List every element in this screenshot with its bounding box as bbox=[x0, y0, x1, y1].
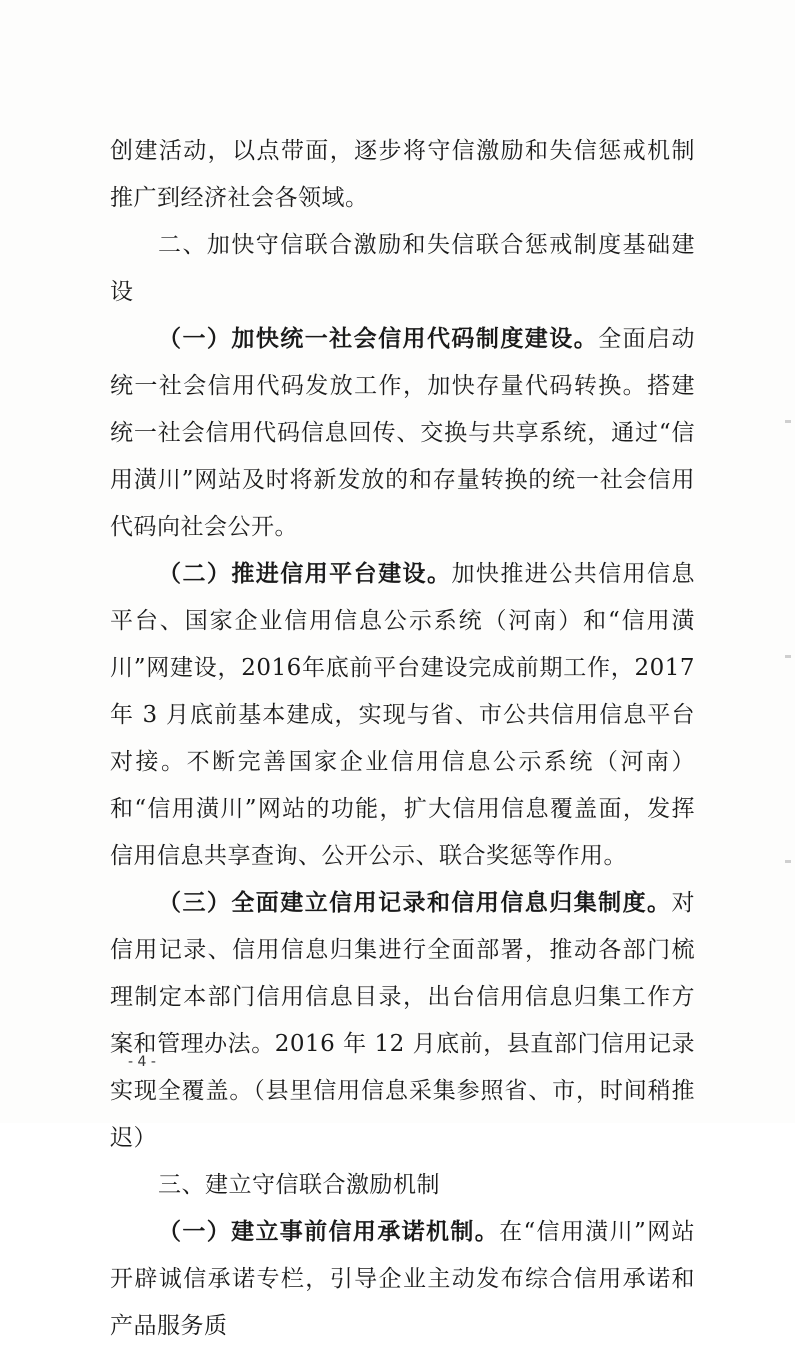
paragraph-2-3 bbox=[110, 880, 695, 1162]
section-heading-2-text: 二、加快守信联合激励和失信联合惩戒制度基础建设 bbox=[110, 232, 695, 305]
paragraph-2-1-text: 全面启动统一社会信用代码发放工作，加快存量代码转换。搭建统一社会信用代码信息回传、交换与共享系统，通过“信用潢川”网站及时将新发放的和存量转换的统一社会信用代码向社会公开。 bbox=[110, 326, 696, 540]
section-heading-3 bbox=[110, 1162, 695, 1209]
paragraph-2-3-lead: （三）全面建立信用记录和信用信息归集制度。 bbox=[158, 890, 672, 916]
scan-mark bbox=[785, 420, 791, 423]
paragraph-2-1-lead: （一）加快统一社会信用代码制度建设。 bbox=[158, 326, 599, 352]
paragraph-2-2-lead: （二）推进信用平台建设。 bbox=[158, 561, 452, 587]
paragraph-3-1-lead: （一）建立事前信用承诺机制。 bbox=[158, 1219, 500, 1245]
paragraph-3-1-text: 在“信用潢川”网站开辟诚信承诺专栏，引导企业主动发布综合信用承诺和产品服务质 bbox=[110, 1219, 695, 1339]
paragraph-2-3-text: 对信用记录、信用信息归集进行全面部署，推动各部门梳理制定本部门信用信息目录，出台信用信息归集工作方案和管理办法。2016 年 12 月底前，县直部门信用记录实现全覆盖。（县里信用信息采集参照省、市，时间稍推迟） bbox=[110, 890, 695, 1151]
paragraph-2-2-text: 加快推进公共信用信息平台、国家企业信用信息公示系统（河南）和“信用潢川”网建设，2016年底前平台建设完成前期工作，2017 年 3 月底前基本建成，实现与省、市公共信用信息平台对接。不断完善国家企业信用信息公示系统（河南）和“信用潢川”网站的功能，扩大信用信息覆盖面，发挥信用信息共享查询、公开公示、联合奖惩等作用。 bbox=[110, 561, 696, 869]
section-heading-2 bbox=[110, 222, 695, 316]
scan-mark bbox=[785, 655, 791, 658]
body-text bbox=[110, 128, 695, 1350]
section-heading-3-text: 三、建立守信联合激励机制 bbox=[158, 1172, 440, 1198]
paragraph-2-1 bbox=[110, 316, 695, 551]
scan-edge-marks bbox=[781, 0, 795, 1123]
paragraph-1 bbox=[110, 128, 695, 222]
paragraph-3-1 bbox=[110, 1209, 695, 1350]
paragraph-2-2 bbox=[110, 551, 695, 880]
scan-mark bbox=[785, 860, 791, 863]
page-number: - 4 - bbox=[128, 1054, 156, 1070]
paragraph-1-text: 创建活动，以点带面，逐步将守信激励和失信惩戒机制推广到经济社会各领域。 bbox=[110, 138, 695, 211]
